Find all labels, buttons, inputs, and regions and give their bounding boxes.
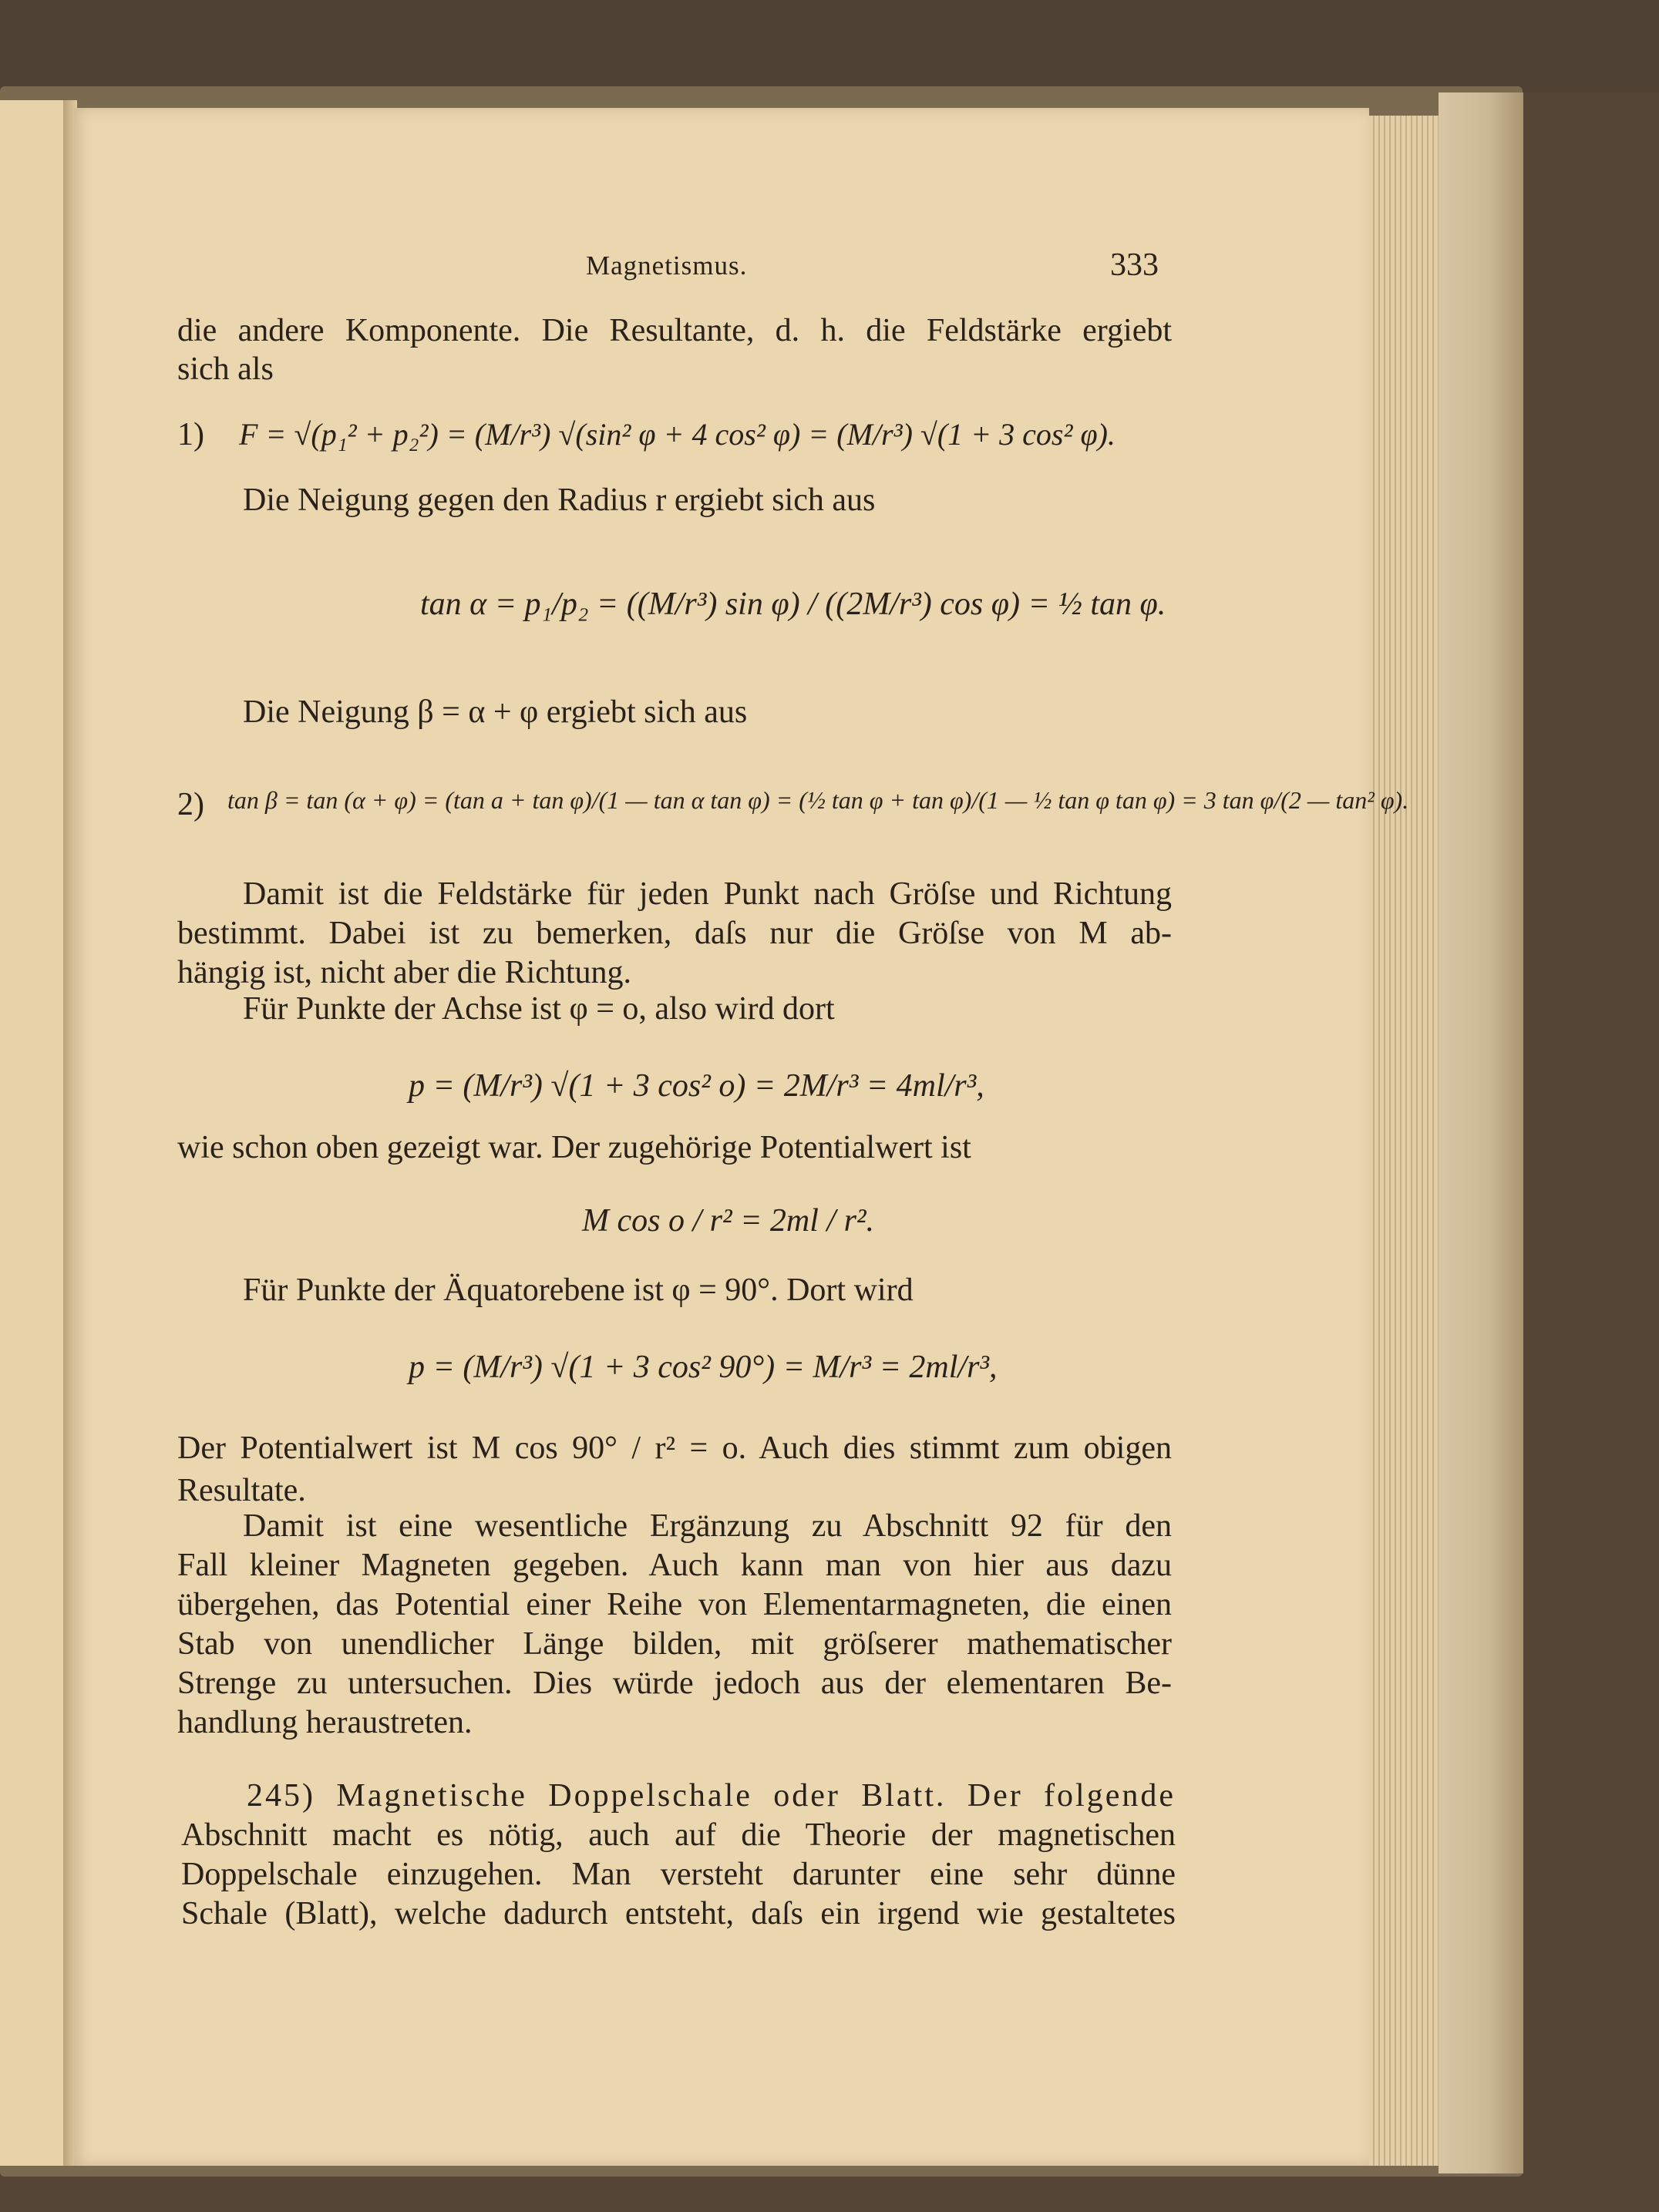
potential-equation: M cos o / r² = 2ml / r². [582,1203,875,1239]
text-line: übergehen, das Potential einer Reihe von Elementarmagneten, die einen [177,1587,1172,1622]
text-line: handlung heraustreten. [177,1705,473,1740]
cover-board-edge [1439,92,1523,2173]
page-number: 333 [1110,247,1159,283]
text-line: Strenge zu untersuchen. Dies würde jedoch aus der elementaren Be- [177,1666,1172,1701]
text-line: hängig ist, nicht aber die Richtung. [177,955,632,990]
intro-line-1: die andere Komponente. Die Resultante, d. h. die Feldstärke ergiebt [177,313,1172,348]
text-line: Doppelschale einzugehen. Man versteht darunter eine sehr dünne [181,1857,1176,1892]
aequator-equation: p = (M/r³) √(1 + 3 cos² 90°) = M/r³ = 2ml/r³, [409,1350,998,1385]
text-line: Stab von unendlicher Länge bilden, mit gröſserer mathematischer [177,1626,1172,1662]
text-line: Damit ist eine wesentliche Ergänzung zu Abschnitt 92 für den [243,1508,1172,1544]
resultate-text: Resultate. [177,1473,306,1508]
equation-2-number: 2) [177,787,204,822]
schon-oben-text: wie schon oben gezeigt war. Der zugehörige Potentialwert ist [177,1130,971,1165]
potentialwert-line: Der Potentialwert ist M cos 90° / r² = o. Auch dies stimmt zum obigen [177,1430,1172,1466]
section-245 [181,1777,1176,1934]
book-cover-top [0,0,1659,92]
facing-page-edge [0,100,66,2166]
text-line: Schale (Blatt), welche dadurch entsteht, daſs ein irgend wie gestaltetes [181,1896,1176,1931]
text-line: Abschnitt macht es nötig, auch auf die Theorie der magnetischen [181,1817,1176,1853]
achse-equation: p = (M/r³) √(1 + 3 cos² o) = 2M/r³ = 4ml/r³, [409,1068,984,1104]
text-line: Damit ist die Feldstärke für jeden Punkt nach Gröſse und Richtung [243,876,1172,912]
equation-2: tan β = tan (α + φ) = (tan a + tan φ)/(1 — tan α tan φ) = (½ tan φ + tan φ)/(1 — ½ tan φ tan φ) = 3 tan φ/(2 — tan² φ). [227,786,1409,814]
paragraph-ergaenzung [177,1507,1172,1743]
aequator-text: Für Punkte der Äquatorebene ist φ = 90°. Dort wird [243,1272,914,1308]
text-line: Fall kleiner Magneten gegeben. Auch kann man von hier aus dazu [177,1548,1172,1583]
intro-line-2: sich als [177,351,274,387]
equation-1-number: 1) [177,417,204,452]
neigung-radius-text: Die Neigung gegen den Radius r ergiebt sich aus [243,482,876,518]
paragraph-feldstaerke [177,875,1172,993]
text-line: bestimmt. Dabei ist zu bemerken, daſs nur die Gröſse von M ab- [177,916,1172,951]
page-block-edge [1369,116,1439,2166]
neigung-beta-text: Die Neigung β = α + φ ergiebt sich aus [243,694,748,730]
equation-1: F = √(p₁² + p₂²) = (M/r³) √(sin² φ + 4 cos² φ) = (M/r³) √(1 + 3 cos² φ). [239,417,1116,452]
running-head: Magnetismus. [586,250,748,281]
tan-alpha-equation: tan α = p₁/p₂ = ((M/r³) sin φ) / ((2M/r³) cos φ) = ½ tan φ. [420,587,1166,622]
achse-text: Für Punkte der Achse ist φ = o, also wird dort [243,991,835,1027]
section-heading-line: 245) Magnetische Doppelschale oder Blatt. Der folgende [247,1778,1176,1814]
